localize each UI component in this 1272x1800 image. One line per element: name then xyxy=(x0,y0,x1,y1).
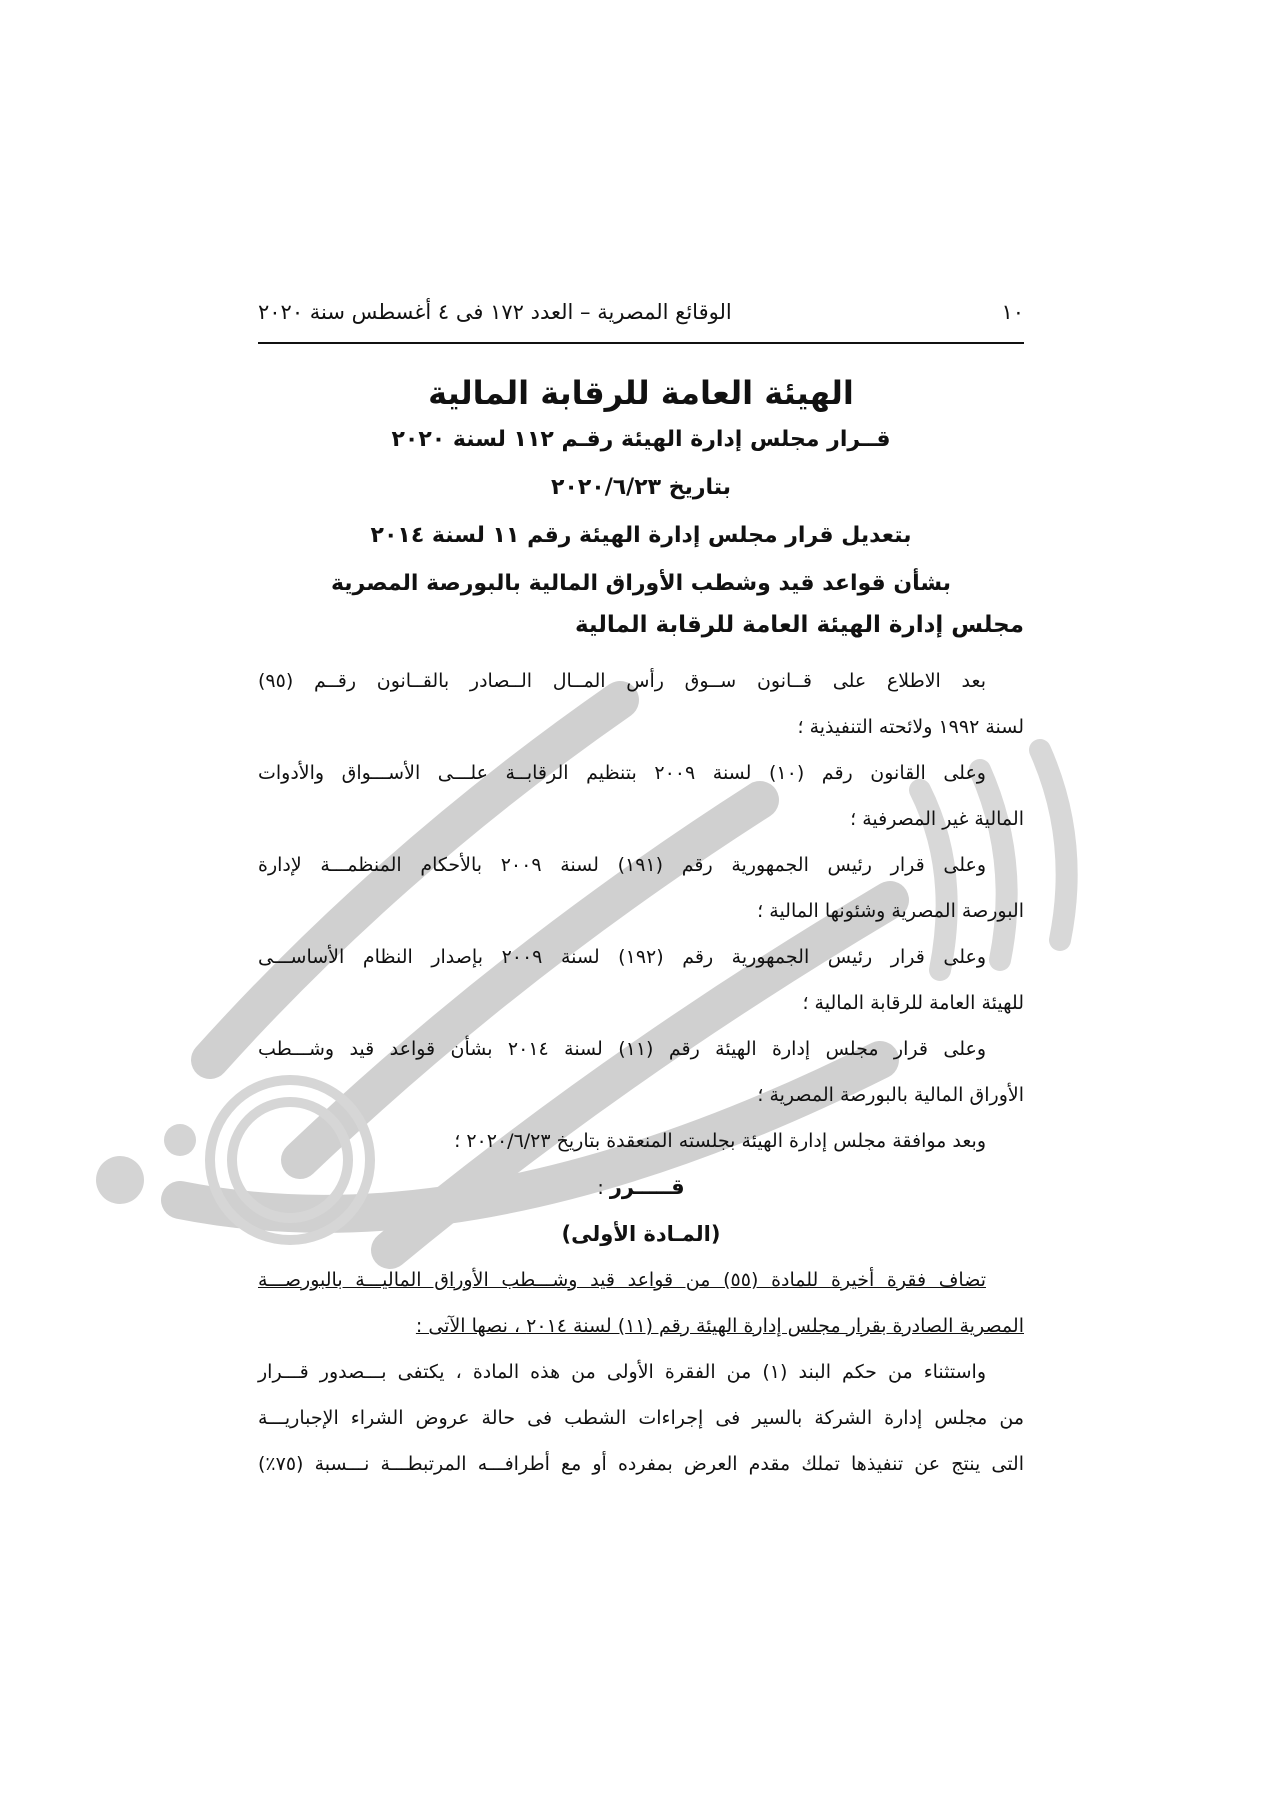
preamble-line: لسنة ١٩٩٢ ولائحته التنفيذية ؛ xyxy=(797,716,1024,738)
council-heading: مجلس إدارة الهيئة العامة للرقابة المالية xyxy=(574,612,1024,638)
amending-line: بتعديل قرار مجلس إدارة الهيئة رقم ١١ لسنة ٢٠١٤ xyxy=(370,523,912,548)
preamble-line: وعلى قرار مجلس إدارة الهيئة رقم (١١) لسنة ٢٠١٤ بشأن قواعد قيد وشـــطب xyxy=(258,1038,986,1060)
exception-line: من مجلس إدارة الشركة بالسير فى إجراءات الشطب فى حالة عروض الشراء الإجباريـــة xyxy=(258,1407,1024,1429)
decree-colon: : xyxy=(597,1177,604,1199)
preamble-line: البورصة المصرية وشئونها المالية ؛ xyxy=(757,900,1024,922)
subject-line: بشأن قواعد قيد وشطب الأوراق المالية بالبورصة المصرية xyxy=(330,571,952,596)
article-text: المصرية الصادرة بقرار مجلس إدارة الهيئة رقم (١١) لسنة ٢٠١٤ ، نصها الآتى : xyxy=(415,1315,1024,1337)
page-number: ١٠ xyxy=(1001,300,1024,324)
gazette-issue-line: الوقائع المصرية – العدد ١٧٢ فى ٤ أغسطس سنة ٢٠٢٠ xyxy=(258,300,732,324)
preamble-line: للهيئة العامة للرقابة المالية ؛ xyxy=(802,992,1024,1014)
preamble-line: المالية غير المصرفية ؛ xyxy=(850,808,1024,830)
decree-date: بتاريخ ٢٠٢٠/٦/٢٣ xyxy=(550,475,732,500)
preamble-line: وعلى قرار رئيس الجمهورية رقم (١٩١) لسنة ٢٠٠٩ بالأحكام المنظمـــة لإدارة xyxy=(258,854,986,876)
preamble-line: بعد الاطلاع على قــانون ســوق رأس المــال الــصادر بالقــانون رقــم (٩٥) xyxy=(258,670,986,692)
exception-line: واستثناء من حكم البند (١) من الفقرة الأولى من هذه المادة ، يكتفى بـــصدور قـــرار xyxy=(258,1361,986,1383)
agency-title: الهيئة العامة للرقابة المالية xyxy=(428,374,854,412)
article-title: (المـادة الأولى) xyxy=(561,1222,721,1246)
article-line xyxy=(258,1257,1024,1303)
preamble-line: وعلى القانون رقم (١٠) لسنة ٢٠٠٩ بتنظيم الرقابــة علـــى الأســـواق والأدوات xyxy=(258,762,986,784)
preamble-line: وعلى قرار رئيس الجمهورية رقم (١٩٢) لسنة ٢٠٠٩ بإصدار النظام الأساســـى xyxy=(258,946,986,968)
decree-word: قـــــرر xyxy=(609,1175,685,1199)
decree-heading xyxy=(258,1164,1024,1211)
approval-line: وبعد موافقة مجلس إدارة الهيئة بجلسته المنعقدة بتاريخ ٢٠٢٠/٦/٢٣ ؛ xyxy=(454,1130,986,1152)
gazette-header xyxy=(258,292,1024,332)
exception-line: التى ينتج عن تنفيذها تملك مقدم العرض بمفرده أو مع أطرافـــه المرتبطـــة نـــسبة (٧٥٪) xyxy=(258,1453,1024,1475)
decree-title: قــرار مجلس إدارة الهيئة رقـم ١١٢ لسنة ٢٠٢٠ xyxy=(391,427,891,452)
article-line xyxy=(258,1303,1024,1349)
decree-body xyxy=(258,658,1024,1487)
article-text: تضاف فقرة أخيرة للمادة (٥٥) من قواعد قيد وشـــطب الأوراق الماليـــة بالبورصـــة xyxy=(258,1269,986,1291)
preamble-line: الأوراق المالية بالبورصة المصرية ؛ xyxy=(757,1084,1024,1106)
title-block xyxy=(258,370,1024,608)
header-divider xyxy=(258,342,1024,344)
